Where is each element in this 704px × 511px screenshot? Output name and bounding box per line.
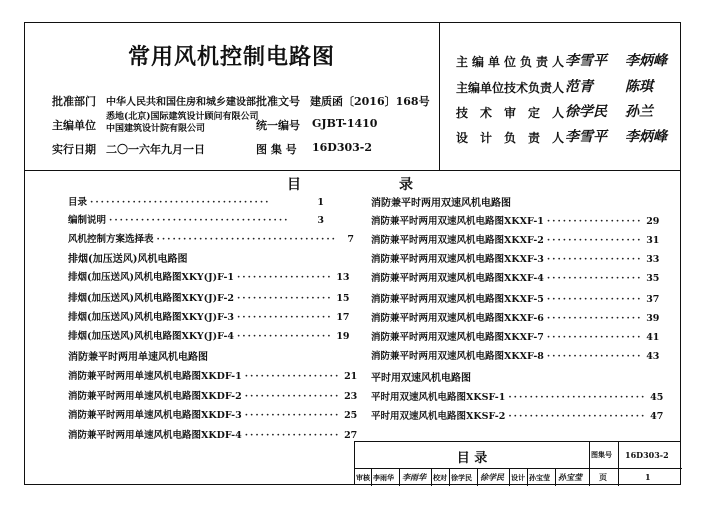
title-block-name: 目 录 — [456, 451, 488, 466]
toc-entry[interactable]: 消防兼平时两用双速风机电路图XKXF-4 ·················· 35 — [371, 273, 660, 284]
editor-unit-line1: 悉地(北京)国际建筑设计顾问有限公司 — [106, 112, 259, 122]
signature-design-lead-1: 李雪平 — [565, 129, 607, 145]
unified-no: GJBT-1410 — [312, 117, 378, 130]
toc-entry[interactable]: 消防兼平时两用双速风机电路图XKXF-7 ·················· 41 — [371, 332, 660, 343]
toc-entry[interactable]: 排烟(加压送风)风机电路图XKY(J)F-2 ·················· 15 — [68, 293, 350, 304]
approval-doc-label: 批准文号 — [256, 95, 300, 108]
title-block-designer-signature: 孙宝莹 — [558, 472, 582, 482]
toc-entry[interactable]: 消防兼平时两用单速风机电路图XKDF-4 ·················· 27 — [68, 430, 358, 441]
title-block-page-label: 页 — [599, 472, 607, 482]
toc-entry[interactable]: 排烟(加压送风)风机电路图XKY(J)F-4 ·················· 19 — [68, 331, 350, 342]
header-vertical-divider — [439, 22, 440, 170]
signature-design-lead-2: 李炳峰 — [625, 129, 667, 145]
toc-entry[interactable]: 消防兼平时两用双速风机电路图XKXF-8 ·················· 43 — [371, 351, 660, 362]
toc-entry[interactable]: 平时用双速风机电路图XKSF-2 ·························· 47 — [371, 411, 664, 422]
toc-entry[interactable]: 消防兼平时两用单速风机电路图XKDF-1 ·················· 21 — [68, 371, 358, 382]
title-block-reviewer: 李雨华 — [373, 473, 394, 482]
approval-doc: 建质函〔2016〕168号 — [310, 95, 430, 108]
toc-section-smoke-exhaust: 排烟(加压送风)风机电路图 — [68, 254, 188, 265]
role-chief-editor: 主编单位负责人 — [456, 55, 569, 69]
toc-entry[interactable]: 排烟(加压送风)风机电路图XKY(J)F-1 ·················· 13 — [68, 272, 350, 283]
title-block-checker-signature: 徐学民 — [480, 472, 504, 482]
toc-entry[interactable]: 消防兼平时两用双速风机电路图XKXF-6 ·················· 39 — [371, 313, 660, 324]
toc-entry[interactable]: 平时用双速风机电路图XKSF-1 ·························· 45 — [371, 392, 664, 403]
editor-unit-label: 主编单位 — [52, 119, 96, 132]
toc-entry[interactable]: 消防兼平时两用双速风机电路图XKXF-3 ·················· 33 — [371, 254, 660, 265]
toc-section-dual-speed: 消防兼平时两用双速风机电路图 — [371, 198, 511, 209]
toc-entry[interactable]: 目录 ·································· 1 — [68, 197, 324, 208]
approval-dept-label: 批准部门 — [52, 95, 96, 108]
title-block-page-no: 1 — [645, 472, 651, 482]
unified-no-label: 统一编号 — [256, 119, 300, 132]
role-technical-reviewer: 技术审定人 — [456, 106, 577, 120]
title-block-reviewer-signature: 李雨华 — [402, 472, 426, 482]
page-title: 常用风机控制电路图 — [127, 45, 335, 70]
title-block-atlas-label: 图集号 — [591, 450, 612, 459]
atlas-no-label: 图 集 号 — [256, 143, 297, 156]
signature-technical-head-1: 范青 — [565, 79, 593, 95]
role-technical-head: 主编单位技术负责人 — [456, 81, 565, 95]
toc-entry[interactable]: 消防兼平时两用双速风机电路图XKXF-2 ·················· 31 — [371, 235, 660, 246]
toc-entry[interactable]: 风机控制方案选择表 ·································· 7 — [68, 234, 354, 245]
toc-heading-right: 录 — [399, 177, 413, 193]
title-block-designer: 孙宝莹 — [529, 473, 550, 482]
signature-chief-editor-2: 李炳峰 — [625, 53, 667, 69]
toc-entry[interactable]: 编制说明 ·································· 3 — [68, 215, 324, 226]
title-block-check-label: 校对 — [433, 473, 447, 482]
toc-entry[interactable]: 排烟(加压送风)风机电路图XKY(J)F-3 ·················· 17 — [68, 312, 350, 323]
approval-dept: 中华人民共和国住房和城乡建设部 — [106, 97, 256, 108]
atlas-no: 16D303-2 — [312, 141, 373, 154]
title-block — [354, 441, 681, 485]
title-block-checker: 徐学民 — [451, 473, 472, 482]
title-block-atlas-no: 16D303-2 — [625, 450, 669, 460]
header-divider — [24, 170, 681, 171]
toc-heading-left: 目 — [287, 177, 301, 193]
toc-entry[interactable]: 消防兼平时两用单速风机电路图XKDF-2 ·················· 23 — [68, 391, 358, 402]
role-design-lead: 设计负责人 — [456, 131, 577, 145]
title-block-design-label: 设计 — [511, 473, 525, 482]
impl-date: 二〇一六年九月一日 — [106, 143, 205, 156]
signature-chief-editor-1: 李雪平 — [565, 53, 607, 69]
toc-entry[interactable]: 消防兼平时两用双速风机电路图XKXF-1 ·················· 29 — [371, 216, 660, 227]
toc-entry[interactable]: 消防兼平时两用双速风机电路图XKXF-5 ·················· 37 — [371, 294, 660, 305]
toc-entry[interactable]: 消防兼平时两用单速风机电路图XKDF-3 ·················· 25 — [68, 410, 358, 421]
signature-technical-reviewer-2: 孙兰 — [625, 104, 653, 120]
toc-section-normal-dual-speed: 平时用双速风机电路图 — [371, 373, 471, 384]
title-block-review-label: 审核 — [356, 473, 370, 482]
signature-technical-reviewer-1: 徐学民 — [565, 104, 607, 120]
toc-section-single-speed: 消防兼平时两用单速风机电路图 — [68, 352, 208, 363]
signature-technical-head-2: 陈琪 — [625, 79, 653, 95]
impl-date-label: 实行日期 — [52, 143, 96, 156]
editor-unit-line2: 中国建筑设计院有限公司 — [106, 124, 206, 134]
